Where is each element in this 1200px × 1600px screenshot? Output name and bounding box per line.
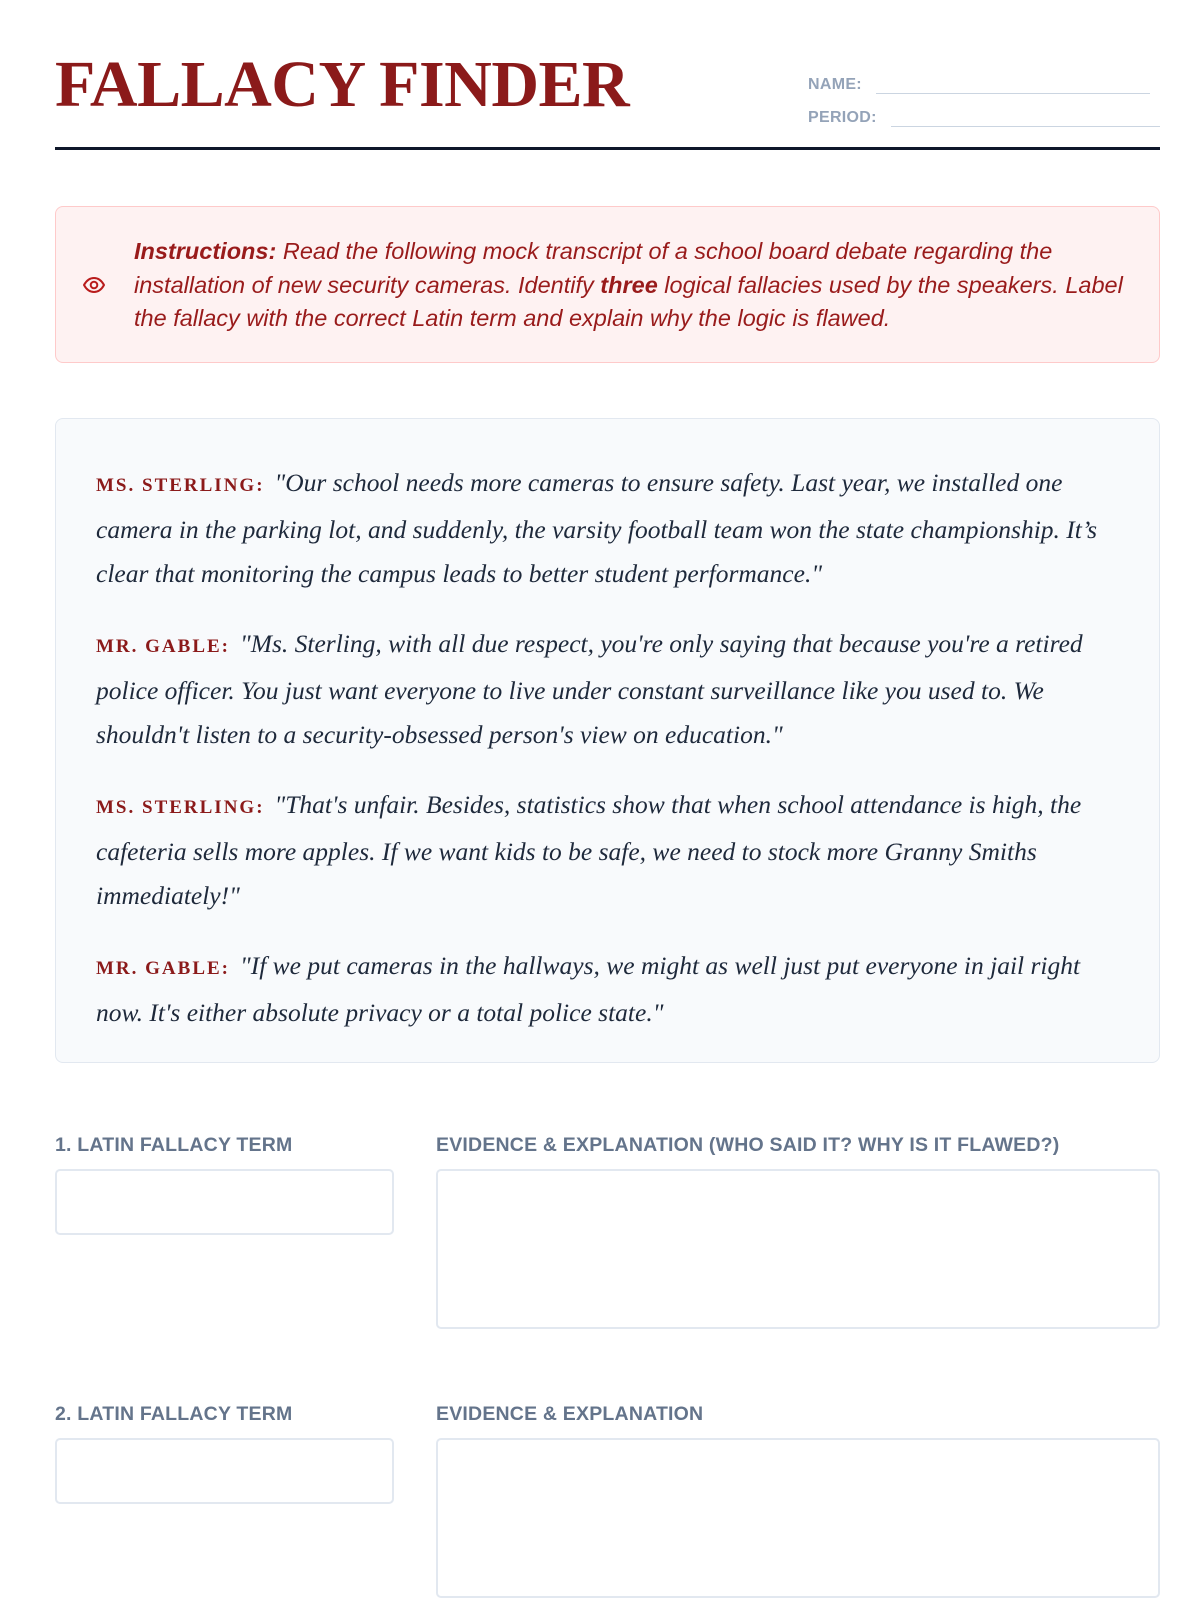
speaker-name: MS. STERLING: bbox=[96, 475, 265, 496]
fallacy-term-input-1[interactable] bbox=[55, 1169, 394, 1235]
transcript-line bbox=[96, 944, 1119, 1035]
speaker-quote: "If we put cameras in the hallways, we might as well just put everyone in jail right now. It's either absolute privacy or a total police state." bbox=[96, 951, 1081, 1027]
instructions-lead: Instructions: bbox=[134, 238, 277, 264]
student-info bbox=[808, 61, 1160, 127]
speaker-quote: "Our school needs more cameras to ensure safety. Last year, we installed one camera in the parking lot, and suddenly, the varsity football team won the state championship. It’s clear that monitoring the campus leads to better student performance." bbox=[96, 468, 1098, 588]
speaker-name: MR. GABLE: bbox=[96, 636, 230, 657]
speaker-quote: "Ms. Sterling, with all due respect, you're only saying that because you're a retired police officer. You just want everyone to live under constant surveillance like you used to. We shouldn't listen to a security-obsessed person's view on education." bbox=[96, 629, 1083, 749]
page-title: FALLACY FINDER bbox=[55, 48, 630, 121]
instructions-emphasis: three bbox=[600, 271, 658, 298]
speaker-name: MR. GABLE: bbox=[96, 958, 230, 979]
fallacy-term-label-2: 2. LATIN FALLACY TERM bbox=[55, 1403, 293, 1425]
explanation-label-1: EVIDENCE & EXPLANATION (WHO SAID IT? WHY IS IT FLAWED?) bbox=[436, 1134, 1060, 1156]
explanation-label-2: EVIDENCE & EXPLANATION bbox=[436, 1403, 704, 1425]
worksheet-header bbox=[55, 40, 1160, 150]
instructions-text bbox=[134, 235, 1144, 336]
speaker-quote: "That's unfair. Besides, statistics show that when school attendance is high, the cafeteria sells more apples. If we want kids to be safe, we need to stock more Granny Smiths immediately!" bbox=[96, 790, 1082, 910]
instructions-body-end: logical fallacies used by the speakers. Label the fallacy with the correct Latin term and explain why the logic is flawed. bbox=[134, 271, 1123, 331]
instructions-body-start: Read the following mock transcript of a school board debate regarding the installation of new security cameras. Identify bbox=[134, 238, 1053, 298]
transcript-line bbox=[96, 461, 1119, 596]
debate-transcript bbox=[55, 418, 1160, 1063]
fallacy-term-input-2[interactable] bbox=[55, 1438, 394, 1504]
instructions-panel bbox=[55, 206, 1160, 363]
period-row bbox=[808, 94, 1160, 127]
period-field[interactable] bbox=[891, 108, 1160, 127]
name-label: NAME: bbox=[808, 76, 862, 93]
period-label: PERIOD: bbox=[808, 109, 877, 126]
explanation-input-1[interactable] bbox=[436, 1169, 1160, 1329]
eye-icon bbox=[82, 273, 106, 297]
fallacy-term-label-1: 1. LATIN FALLACY TERM bbox=[55, 1134, 293, 1156]
name-field[interactable] bbox=[876, 75, 1150, 94]
transcript-line bbox=[96, 622, 1119, 757]
explanation-input-2[interactable] bbox=[436, 1438, 1160, 1598]
name-row bbox=[808, 61, 1160, 94]
speaker-name: MS. STERLING: bbox=[96, 797, 265, 818]
transcript-line bbox=[96, 783, 1119, 918]
